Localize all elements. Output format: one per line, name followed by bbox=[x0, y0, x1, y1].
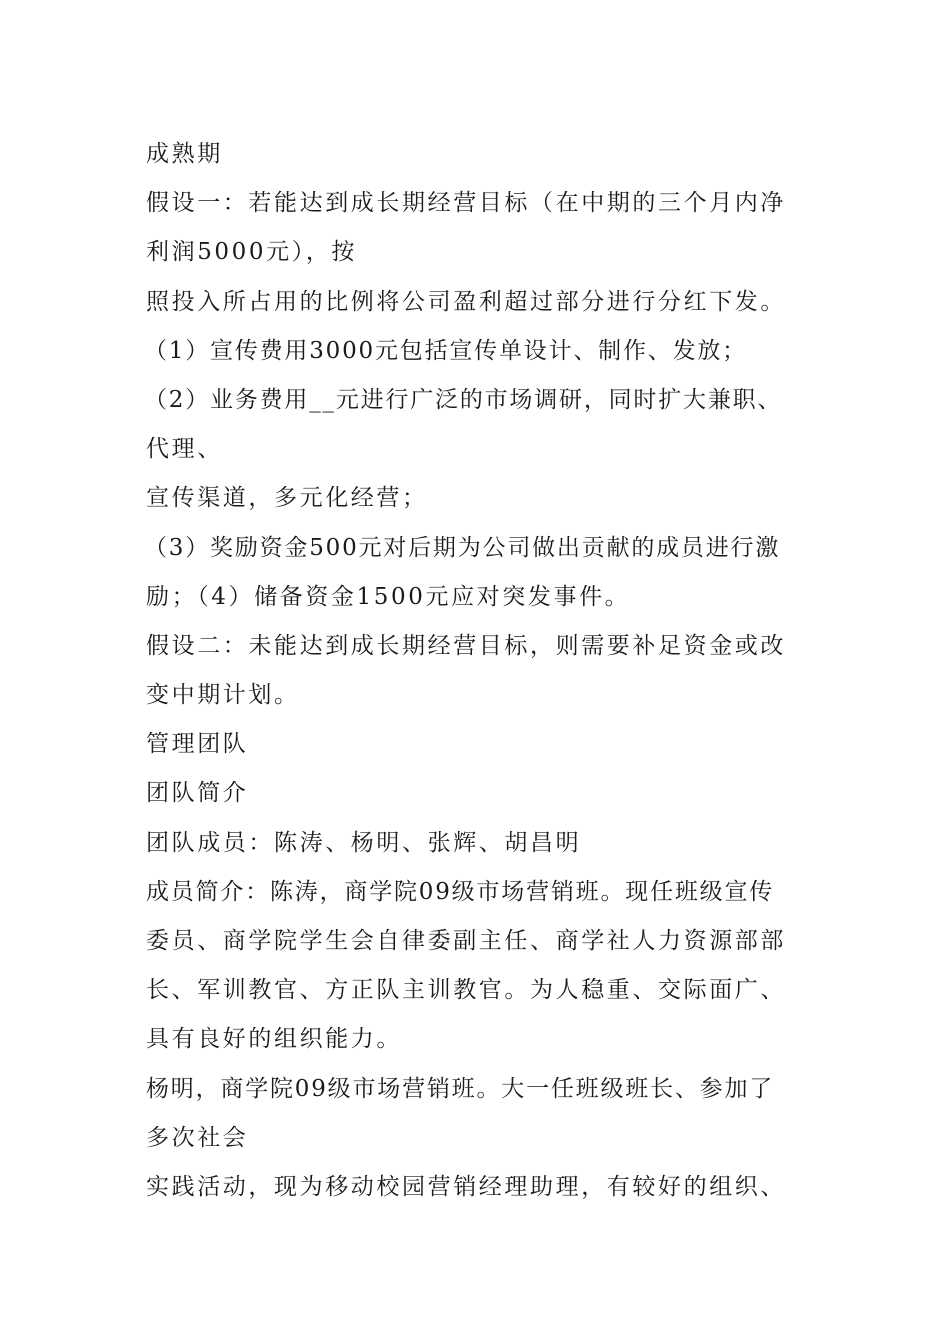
paragraph-line: 杨明，商学院09级市场营销班。大一任班级班长、参加了 bbox=[146, 1075, 775, 1102]
paragraph-line: 宣传渠道，多元化经营； bbox=[146, 485, 428, 512]
paragraph-line: 照投入所占用的比例将公司盈利超过部分进行分红下发。 bbox=[146, 288, 786, 315]
document-body bbox=[146, 130, 810, 1212]
section-heading-maturity: 成熟期 bbox=[146, 141, 223, 167]
paragraph-line: 长、军训教官、方正队主训教官。为人稳重、交际面广、 bbox=[146, 977, 786, 1004]
paragraph-line: 实践活动，现为移动校园营销经理助理，有较好的组织、 bbox=[146, 1173, 786, 1200]
section-heading-team-intro: 团队简介 bbox=[146, 780, 249, 807]
section-heading-management-team: 管理团队 bbox=[146, 731, 249, 758]
paragraph-line: 多次社会 bbox=[146, 1124, 249, 1151]
paragraph-line: 代理、 bbox=[146, 436, 223, 463]
list-item-line: （2）业务费用__元进行广泛的市场调研，同时扩大兼职、 bbox=[144, 386, 783, 413]
paragraph-line: 成员简介：陈涛，商学院09级市场营销班。现任班级宣传 bbox=[146, 878, 775, 905]
paragraph-line: 团队成员：陈涛、杨明、张辉、胡昌明 bbox=[146, 829, 582, 856]
paragraph-line: 利润5000元），按 bbox=[146, 239, 358, 266]
list-item-line: （1）宣传费用3000元包括宣传单设计、制作、发放； bbox=[144, 337, 747, 364]
paragraph-line: 变中期计划。 bbox=[146, 682, 300, 709]
paragraph-line: 委员、商学院学生会自律委副主任、商学社人力资源部部 bbox=[146, 928, 786, 954]
paragraph-line: 具有良好的组织能力。 bbox=[146, 1026, 402, 1053]
paragraph-line: 假设一：若能达到成长期经营目标（在中期的三个月内净 bbox=[146, 190, 786, 217]
paragraph-line: 励；（4）储备资金1500元应对突发事件。 bbox=[146, 583, 631, 610]
list-item-line: （3）奖励资金500元对后期为公司做出贡献的成员进行激 bbox=[144, 534, 781, 561]
paragraph-line: 假设二：未能达到成长期经营目标，则需要补足资金或改 bbox=[146, 632, 786, 659]
